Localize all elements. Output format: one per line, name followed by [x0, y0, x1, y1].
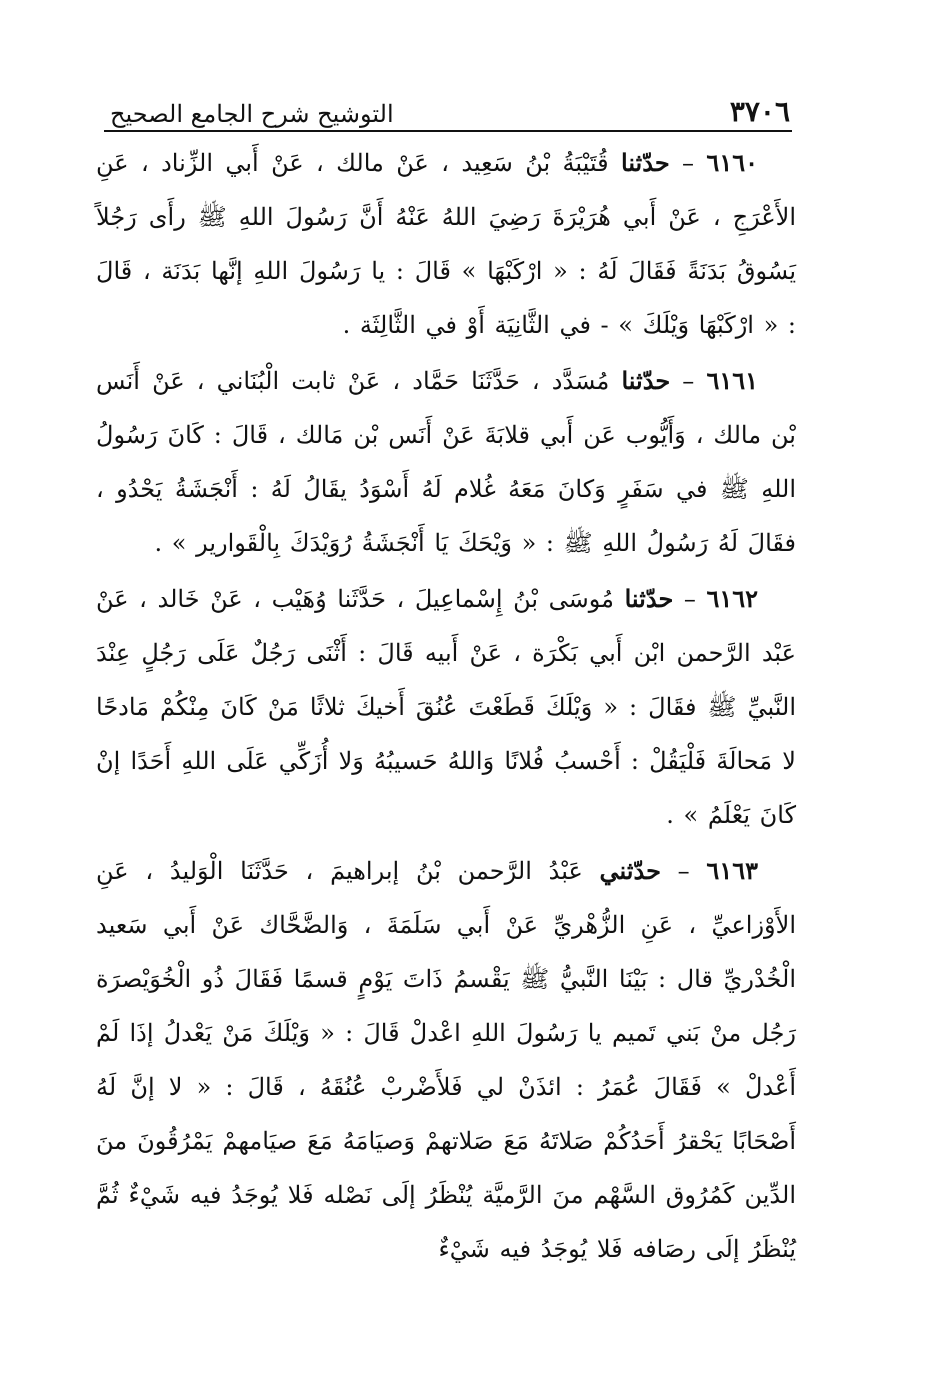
hadith-paragraph: ٦١٦٠ – حدّثنا قُتَيْبَةُ بْنُ سَعِيد ، عَنْ مالك ، عَنْ أَبي الزِّناد ، عَنِ الأَعْرَجِ ، عَنْ أَبي هُرَيْرَةَ رَضِيَ اللهُ عَنْهُ أَنَّ رَسُولَ اللهِ ﷺ رأَى رَجُلاً يَسُوقُ بَدَنَةً فَقَالَ لَهُ : « ارْكَبْهَا » قَالَ : يا رَسُولَ اللهِ إنَّها بَدَنَة ، قَالَ : « ارْكَبْهَا وَيْلَكَ » - في الثَّانِيَة أَوْ في الثَّالِثَة . [96, 148, 797, 339]
hadith-text: قُتَيْبَةُ بْنُ سَعِيد ، عَنْ مالك ، عَنْ أَبي الزِّناد ، عَنِ الأَعْرَجِ ، عَنْ أَبي هُرَيْرَةَ رَضِيَ اللهُ عَنْهُ أَنَّ رَسُولَ اللهِ ﷺ رأَى رَجُلاً يَسُوقُ بَدَنَةً فَقَالَ لَهُ : « ارْكَبْهَا » قَالَ : يا رَسُولَ اللهِ إنَّها بَدَنَة ، قَالَ : « ارْكَبْهَا وَيْلَكَ » - في الثَّانِيَة أَوْ في الثَّالِثَة . [96, 149, 797, 339]
hadith-lead-word: حدّثنا [621, 366, 671, 395]
hadith-number: ٦١٦١ [706, 366, 758, 395]
hadith-text: مُوسَى بْنُ إِسْماعِيلَ ، حَدَّثَنا وُهَيْب ، عَنْ خَالد ، عَنْ عَبْد الرَّحمن ابْن أَبي بَكْرَة ، عَنْ أَبيه قَالَ : أَثْنَى رَجُلٌ عَلَى رَجُلٍ عِنْدَ النَّبيِّ ﷺ فقَالَ : « وَيْلَكَ قَطَعْتَ عُنُقَ أَخيكَ ثلاثًا مَنْ كَانَ مِنْكُمْ مَادحًا لا مَحالَةَ فَلْيَقُلْ : أَحْسبُ فُلانًا وَاللهُ حَسيبُهُ وَلا أُزَكِّي عَلَى اللهِ أَحَدًا إنْ كَانَ يَعْلَمُ » . [96, 585, 796, 829]
hadith-number: ٦١٦٢ [706, 584, 759, 613]
hadith-paragraph: ٦١٦٣ – حدّثني عَبْدُ الرَّحمن بْنُ إبراهيمَ ، حَدَّثَنَا الْوَليدُ ، عَنِ الأَوْزاعيِّ ، عَنِ الزُّهْريِّ عَنْ أَبي سَلَمَةَ ، وَالضَّحَّاك عَنْ أَبي سَعيد الْخُدْريِّ قال : بَيْنَا النَّبيُّ ﷺ يَقْسمُ ذَاتَ يَوْمٍ قسمًا فَقَالَ ذُو الْخُوَيْصرَة رَجُل منْ بَني تَميم يا رَسُولَ اللهِ اعْدلْ قَالَ : « وَيْلَكَ مَنْ يَعْدلُ إذَا لَمْ أَعْدلْ » فَقَالَ عُمَرُ : ائذَنْ لي فَلأَضْربْ عُنُقَهُ ، قَالَ : « لا إنَّ لَهُ أَصْحَابًا يَحْقرُ أَحَدُكُمْ صَلاتَهُ مَعَ صَلاتهمْ وَصيَامَهُ مَعَ صيَامهمْ يَمْرُقُونَ منَ الدِّين كَمُرُوق السَّهْم منَ الرَّميَّة يُنْظَرُ إلَى نَصْله فَلا يُوجَدُ فيه شَيْءٌ ثُمَّ يُنْظَرُ إلَى رصَافه فَلا يُوجَدُ فيه شَيْءٌ [96, 856, 797, 1263]
hadith-lead-word: حدّثنا [624, 584, 674, 613]
hadith-paragraph: ٦١٦٢ – حدّثنا مُوسَى بْنُ إِسْماعِيلَ ، حَدَّثَنا وُهَيْب ، عَنْ خَالد ، عَنْ عَبْد الرَّحمن ابْن أَبي بَكْرَة ، عَنْ أَبيه قَالَ : أَثْنَى رَجُلٌ عَلَى رَجُلٍ عِنْدَ النَّبيِّ ﷺ فقَالَ : « وَيْلَكَ قَطَعْتَ عُنُقَ أَخيكَ ثلاثًا مَنْ كَانَ مِنْكُمْ مَادحًا لا مَحالَةَ فَلْيَقُلْ : أَحْسبُ فُلانًا وَاللهُ حَسيبُهُ وَلا أُزَكِّي عَلَى اللهِ أَحَدًا إنْ كَانَ يَعْلَمُ » . [96, 584, 796, 829]
hadith-lead-word: حدّثنا [621, 148, 670, 177]
running-title: التوشيح شرح الجامع الصحيح [110, 100, 394, 128]
page-number: ٣٧٠٦ [729, 95, 790, 128]
hadith-text: مُسَدَّد ، حَدَّثَنَا حَمَّاد ، عَنْ ثابت الْبُنَاني ، عَنْ أَنَس بْن مالك ، وَأَيُّوب عَن أَبي قلابَةَ عَنْ أَنَس بْن مَالك ، قَالَ : كَانَ رَسُولُ اللهِ ﷺ في سَفَرٍ وَكانَ مَعَهُ غُلام لَهُ أَسْوَدُ يقَالُ لَهُ : أَنْجَشَةُ يَحْدُو ، فقَالَ لَهُ رَسُولُ اللهِ ﷺ : « وَيْحَكَ يَا أَنْجَشَةُ رُوَيْدَكَ بِالْقَوارير » . [96, 367, 796, 557]
header-divider [104, 130, 792, 132]
main-text [96, 136, 796, 1276]
hadith-number: ٦١٦٣ [706, 856, 758, 885]
page-header [110, 80, 790, 126]
hadith-paragraph: ٦١٦١ – حدّثنا مُسَدَّد ، حَدَّثَنَا حَمَّاد ، عَنْ ثابت الْبُنَاني ، عَنْ أَنَس بْن مالك ، وَأَيُّوب عَن أَبي قلابَةَ عَنْ أَنَس بْن مَالك ، قَالَ : كَانَ رَسُولُ اللهِ ﷺ في سَفَرٍ وَكانَ مَعَهُ غُلام لَهُ أَسْوَدُ يقَالُ لَهُ : أَنْجَشَةُ يَحْدُو ، فقَالَ لَهُ رَسُولُ اللهِ ﷺ : « وَيْحَكَ يَا أَنْجَشَةُ رُوَيْدَكَ بِالْقَوارير » . [96, 366, 796, 557]
hadith-number: ٦١٦٠ [706, 148, 758, 177]
hadith-lead-word: حدّثني [599, 856, 661, 885]
hadith-text: عَبْدُ الرَّحمن بْنُ إبراهيمَ ، حَدَّثَنَا الْوَليدُ ، عَنِ الأَوْزاعيِّ ، عَنِ الزُّهْريِّ عَنْ أَبي سَلَمَةَ ، وَالضَّحَّاك عَنْ أَبي سَعيد الْخُدْريِّ قال : بَيْنَا النَّبيُّ ﷺ يَقْسمُ ذَاتَ يَوْمٍ قسمًا فَقَالَ ذُو الْخُوَيْصرَة رَجُل منْ بَني تَميم يا رَسُولَ اللهِ اعْدلْ قَالَ : « وَيْلَكَ مَنْ يَعْدلُ إذَا لَمْ أَعْدلْ » فَقَالَ عُمَرُ : ائذَنْ لي فَلأَضْربْ عُنُقَهُ ، قَالَ : « لا إنَّ لَهُ أَصْحَابًا يَحْقرُ أَحَدُكُمْ صَلاتَهُ مَعَ صَلاتهمْ وَصيَامَهُ مَعَ صيَامهمْ يَمْرُقُونَ منَ الدِّين كَمُرُوق السَّهْم منَ الرَّميَّة يُنْظَرُ إلَى نَصْله فَلا يُوجَدُ فيه شَيْءٌ ثُمَّ يُنْظَرُ إلَى رصَافه فَلا يُوجَدُ فيه شَيْءٌ [96, 857, 797, 1263]
